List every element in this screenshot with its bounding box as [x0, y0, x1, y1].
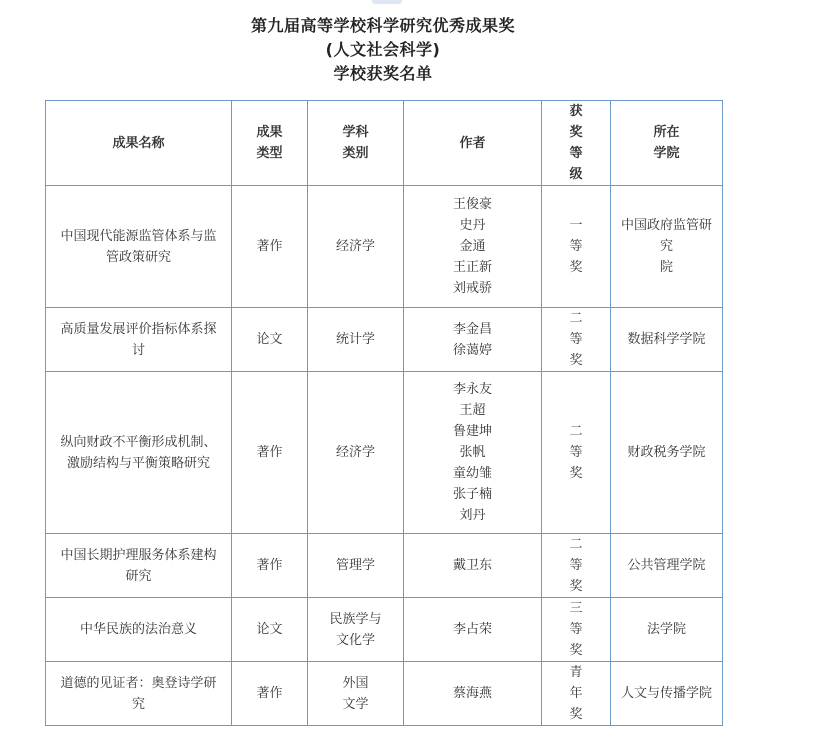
table-row	[46, 308, 723, 372]
name-line: 管政策研究	[105, 249, 171, 265]
discipline-line: 管理学	[335, 558, 375, 573]
type-text: 著作	[256, 558, 283, 573]
author-name: 张帆	[459, 445, 486, 460]
author-name: 张子楠	[452, 487, 492, 502]
header-name-text: 成果名称	[112, 135, 165, 151]
header-college-line: 学院	[653, 146, 680, 161]
level-char: 奖	[569, 353, 583, 368]
header-level-char: 级	[569, 167, 583, 182]
author-name: 徐蔼婷	[452, 342, 492, 358]
author-name: 李永友	[452, 382, 492, 397]
header-discipline-line: 类别	[342, 146, 369, 161]
cell-level	[542, 534, 611, 598]
cell-type	[232, 372, 308, 534]
discipline-line: 经济学	[335, 239, 375, 254]
discipline-line: 外国	[342, 675, 369, 691]
name-line: 研究	[125, 568, 152, 584]
cell-discipline	[308, 308, 404, 372]
title-line-3: 学校获奖名单	[333, 64, 433, 83]
college-line: 数据科学学院	[627, 332, 706, 347]
cell-type	[232, 598, 308, 662]
level-char: 一	[569, 218, 583, 233]
level-char: 二	[569, 424, 583, 439]
header-type-line: 成果	[256, 125, 283, 140]
name-line: 中国现代能源监管体系与监	[60, 228, 217, 244]
type-text: 论文	[256, 622, 283, 637]
cell-college	[611, 308, 723, 372]
cell-authors	[404, 308, 542, 372]
college-line: 中国政府监管研究	[620, 218, 712, 254]
author-name: 王正新	[452, 260, 492, 275]
cell-name	[46, 308, 232, 372]
header-level-char: 获	[569, 104, 583, 119]
level-char: 奖	[569, 579, 583, 594]
author-name: 史丹	[459, 218, 486, 233]
cell-name	[46, 662, 232, 726]
title-line-2: (人文社会科学)	[325, 40, 441, 59]
cell-discipline	[308, 598, 404, 662]
table-row	[46, 662, 723, 726]
level-char: 奖	[569, 260, 583, 275]
name-line: 究	[131, 696, 145, 712]
level-char: 三	[569, 601, 583, 616]
table-row	[46, 372, 723, 534]
cell-type	[232, 662, 308, 726]
discipline-line: 民族学与	[329, 611, 382, 627]
name-line: 纵向财政不平衡形成机制、	[60, 434, 217, 450]
cell-discipline	[308, 372, 404, 534]
table-row	[46, 598, 723, 662]
cell-authors	[404, 662, 542, 726]
header-discipline-line: 学科	[342, 125, 369, 140]
cell-authors	[404, 534, 542, 598]
header-type-line: 类型	[256, 146, 283, 161]
header-level	[542, 101, 611, 186]
title-line-1: 第九届高等学校科学研究优秀成果奖	[250, 16, 515, 35]
college-line: 人文与传播学院	[620, 686, 712, 701]
level-char: 奖	[569, 707, 583, 722]
discipline-line: 文学	[342, 696, 369, 712]
author-name: 王俊豪	[452, 197, 492, 212]
level-char: 奖	[569, 643, 583, 658]
cell-college	[611, 598, 723, 662]
author-name: 鲁建坤	[452, 424, 492, 439]
college-line: 公共管理学院	[627, 558, 706, 573]
name-line: 讨	[131, 342, 145, 358]
type-text: 论文	[256, 332, 283, 347]
level-char: 奖	[569, 466, 583, 481]
level-char: 等	[569, 239, 583, 254]
author-name: 戴卫东	[452, 558, 492, 573]
cell-authors	[404, 186, 542, 308]
header-level-char: 等	[569, 146, 583, 161]
discipline-line: 统计学	[335, 332, 375, 347]
header-level-char: 奖	[569, 125, 583, 140]
discipline-line: 文化学	[335, 632, 375, 648]
title-block	[0, 14, 766, 86]
author-name: 刘丹	[459, 508, 486, 523]
cell-discipline	[308, 534, 404, 598]
cell-authors	[404, 598, 542, 662]
author-name: 金通	[459, 239, 486, 254]
top-edge-tab	[372, 0, 402, 4]
level-char: 等	[569, 332, 583, 347]
author-name: 蔡海燕	[452, 686, 492, 701]
cell-name	[46, 534, 232, 598]
cell-name	[46, 186, 232, 308]
author-name: 李占荣	[452, 622, 492, 637]
cell-level	[542, 662, 611, 726]
awards-table	[45, 100, 723, 726]
cell-discipline	[308, 662, 404, 726]
author-name: 刘戒骄	[452, 281, 492, 296]
header-college	[611, 101, 723, 186]
cell-college	[611, 372, 723, 534]
level-char: 年	[569, 686, 583, 701]
level-char: 二	[569, 537, 583, 552]
level-char: 二	[569, 311, 583, 326]
cell-type	[232, 308, 308, 372]
cell-college	[611, 662, 723, 726]
cell-name	[46, 372, 232, 534]
college-line: 法学院	[646, 622, 686, 637]
cell-type	[232, 186, 308, 308]
college-line: 财政税务学院	[627, 445, 706, 460]
header-discipline	[308, 101, 404, 186]
header-authors-text: 作者	[459, 135, 486, 151]
author-name: 王超	[459, 403, 486, 418]
cell-type	[232, 534, 308, 598]
level-char: 等	[569, 558, 583, 573]
name-line: 高质量发展评价指标体系探	[60, 321, 217, 337]
type-text: 著作	[256, 686, 283, 701]
cell-level	[542, 186, 611, 308]
level-char: 等	[569, 622, 583, 637]
author-name: 李金昌	[452, 321, 492, 337]
college-line: 院	[659, 260, 673, 275]
type-text: 著作	[256, 239, 283, 254]
discipline-line: 经济学	[335, 445, 375, 460]
type-text: 著作	[256, 445, 283, 460]
level-char: 等	[569, 445, 583, 460]
name-line: 中国长期护理服务体系建构	[60, 547, 217, 563]
cell-college	[611, 186, 723, 308]
name-line: 道德的见证者：奥登诗学研	[60, 675, 217, 691]
header-type	[232, 101, 308, 186]
cell-college	[611, 534, 723, 598]
name-line: 激励结构与平衡策略研究	[66, 455, 210, 471]
header-name	[46, 101, 232, 186]
table-row	[46, 186, 723, 308]
header-row	[46, 101, 723, 186]
name-line: 中华民族的法治意义	[79, 622, 197, 637]
cell-level	[542, 308, 611, 372]
author-name: 童幼雏	[452, 466, 492, 481]
cell-discipline	[308, 186, 404, 308]
cell-level	[542, 598, 611, 662]
header-authors	[404, 101, 542, 186]
cell-authors	[404, 372, 542, 534]
level-char: 青	[569, 665, 583, 680]
header-college-line: 所在	[653, 125, 680, 140]
table-row	[46, 534, 723, 598]
cell-level	[542, 372, 611, 534]
cell-name	[46, 598, 232, 662]
